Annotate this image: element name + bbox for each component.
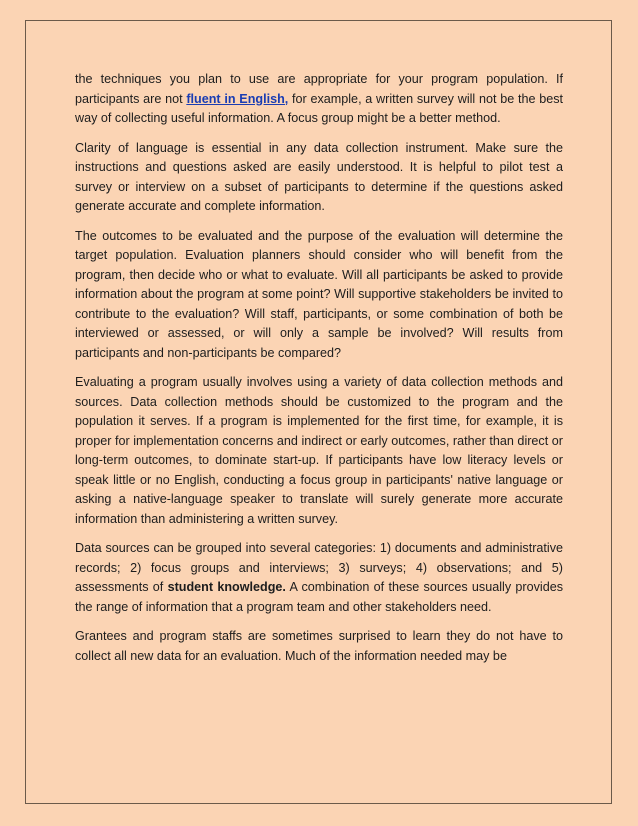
paragraph-6: Grantees and program staffs are sometimes surprised to learn they do not have to collect all new data for an evaluation. Much of the information needed may be	[75, 629, 563, 663]
paragraph-5-text-before: Data sources can be grouped into several categories: 1) documents and administrative records; 2) focus groups and interviews; 3) surveys; 4) observations; and 5) assessments of	[75, 541, 563, 594]
fluent-in-english-link[interactable]: fluent in English,	[186, 91, 289, 106]
paragraph-1-text-before: the techniques you plan to use are appropriate for your program population. If participants are not	[75, 72, 563, 106]
student-knowledge-bold: student knowledge.	[167, 580, 286, 594]
paragraph-1-text-after: for example, a written survey will not be the best way of collecting useful information. A focus group might be a better method.	[75, 91, 563, 125]
paragraph-4: Evaluating a program usually involves using a variety of data collection methods and sources. Data collection methods should be customized to the program and the population it serves. If a program is implemented for the first time, for example, it is proper for implementation concerns and indirect or early outcomes, rather than direct or long-term outcomes, to dominate start-up. If participants have low literacy levels or speak little or no English, conducting a focus group in participants' native language or asking a native-language speaker to translate will surely generate more accurate information than administering a written survey.	[75, 375, 563, 526]
paragraph-5	[75, 539, 563, 617]
paragraph-3: The outcomes to be evaluated and the purpose of the evaluation will determine the target population. Evaluation planners should consider who will benefit from the program, then decide who or what to evaluate. Will all participants be asked to provide information about the program at some point? Will supportive stakeholders be invited to contribute to the evaluation? Will staff, participants, or some combination of both be interviewed or assessed, or will only a sample be involved? Will results from participants and non-participants be compared?	[75, 228, 563, 360]
paragraph-2: Clarity of language is essential in any data collection instrument. Make sure the instructions and questions asked are easily understood. It is helpful to pilot test a survey or interview on a subset of participants to determine if the questions asked generate accurate and complete information.	[75, 140, 563, 213]
paragraph-1	[75, 70, 563, 129]
paragraph-5-text-after: A combination of these sources usually provides the range of information that a program team and other stakeholders need.	[75, 580, 563, 614]
document-body	[75, 70, 563, 676]
